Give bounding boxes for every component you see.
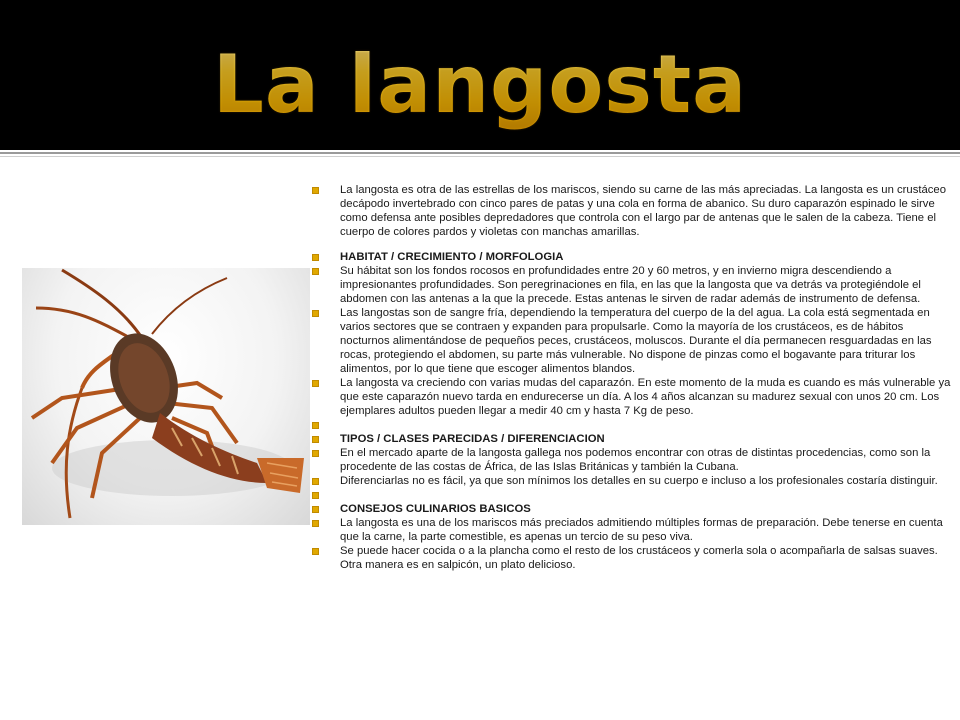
spiny-lobster-icon	[22, 268, 310, 525]
title-divider-thin	[0, 156, 960, 157]
bullet-heading-types: TIPOS / CLASES PARECIDAS / DIFERENCIACION	[310, 432, 952, 446]
bullet-habitat: Su hábitat son los fondos rocosos en profundidades entre 20 y 60 metros, y en invierno migra descendiendo a impresionantes profundidades. Son peregrinaciones en fila, en las que la langosta que va detrás va protegiéndole el abdomen con las antenas a la que la precede. Estas antenas le sirven de radar además de instrumento de defensa.	[310, 264, 952, 306]
bullet-empty	[310, 488, 952, 502]
bullet-heading-habitat: HABITAT / CRECIMIENTO / MORFOLOGIA	[310, 250, 952, 264]
bullet-heading-culinary: CONSEJOS CULINARIOS BASICOS	[310, 502, 952, 516]
slide-title: La langosta	[0, 40, 960, 130]
bullet-differentiate: Diferenciarlas no es fácil, ya que son mínimos los detalles en su cuerpo e incluso a los profesionales costaría distinguir.	[310, 474, 952, 488]
bullet-cooking: Se puede hacer cocida o a la plancha como el resto de los crustáceos y comerla sola o acompañarla de salsas suaves. Otra manera es en salpicón, un plato delicioso.	[310, 544, 952, 572]
bullet-blood: Las langostas son de sangre fría, dependiendo la temperatura del cuerpo de la del agua. La cola está segmentada en varios sectores que se contraen y expanden para propulsarle. Como la mayoría de los crustáceos, es de hábitos nocturnos alimentándose de pequeños peces, crustáceos, moluscos. Durante el día permanecen resguardadas en las rocas, protegiendo el abdomen, su parte más vulnerable. No dispone de pinzas como el bogavante para triturar los alimentos, por lo que tiene que escoger alimentos blandos.	[310, 306, 952, 376]
lobster-photo	[22, 268, 310, 525]
bullet-preparation: La langosta es una de los mariscos más preciados admitiendo múltiples formas de preparación. Debe tenerse en cuenta que la carne, la parte comestible, es apenas un tercio de su peso viva.	[310, 516, 952, 544]
bullet-intro: La langosta es otra de las estrellas de los mariscos, siendo su carne de las más apreciadas. La langosta es un crustáceo decápodo invertebrado con cinco pares de patas y una cola en forma de abanico. Su duro caparazón espinado le sirve como defensa ante posibles depredadores que controla con el largo par de antenas que le salen de la cabeza. Tiene el cuerpo de colores pardos y violetas con manchas amarillas.	[310, 183, 952, 239]
bullet-market: En el mercado aparte de la langosta gallega nos podemos encontrar con otras de distintas procedencias, como son la procedente de las costas de África, de las Islas Británicas y también la Cubana.	[310, 446, 952, 474]
bullet-list	[310, 183, 952, 572]
bullet-content	[310, 183, 952, 572]
title-divider	[0, 152, 960, 154]
bullet-empty	[310, 418, 952, 432]
bullet-growth: La langosta va creciendo con varias mudas del caparazón. En este momento de la muda es cuando es más vulnerable ya que este caparazón nuevo tarda en endurecerse un día. A los 4 años alcanzan su madurez sexual con unos 20 cm. Los ejemplares adultos pueden llegar a medir 40 cm y hasta 7 Kg de peso.	[310, 376, 952, 418]
